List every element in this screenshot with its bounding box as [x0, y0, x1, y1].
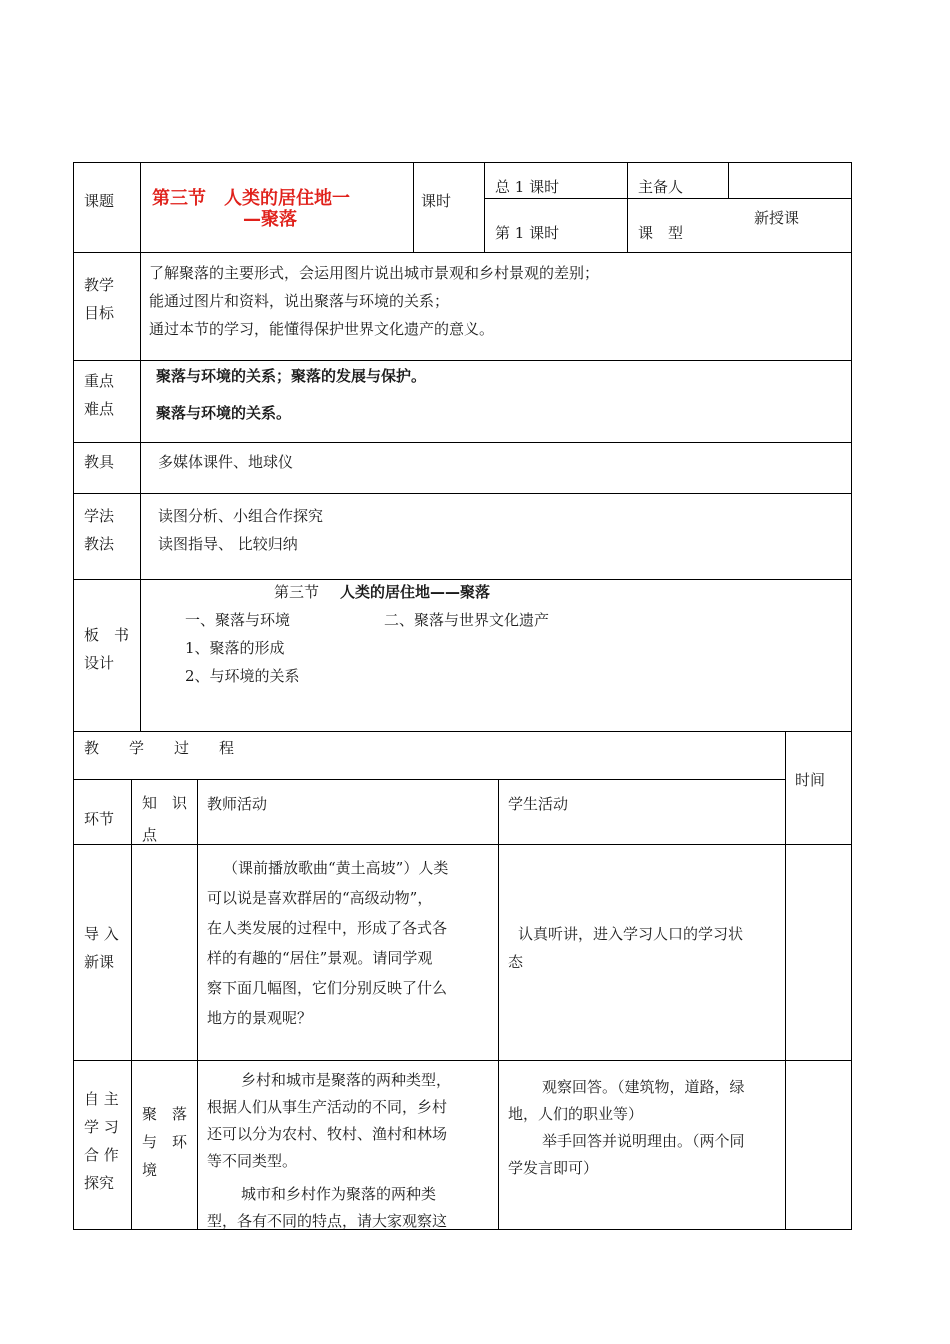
student-activity-line: 态 — [508, 953, 524, 971]
grid-line — [413, 162, 414, 252]
key-point-text: 聚落与环境的关系；聚落的发展与保护。 — [156, 367, 427, 385]
period-label: 课时 — [421, 192, 452, 210]
board-label: 设计 — [84, 654, 115, 672]
section-column-header: 环节 — [84, 810, 115, 828]
board-item: 一、聚落与环境 — [185, 611, 291, 629]
knowledge-point: 境 — [142, 1161, 158, 1179]
text-line: 地，人们的职业等） — [508, 1105, 644, 1123]
text-line: 样的有趣的“居住”景观。请同学观 — [207, 949, 433, 967]
grid-line — [785, 731, 786, 1230]
text-line: 学发言即可） — [508, 1159, 599, 1177]
section-label: 探究 — [84, 1174, 115, 1192]
text-line: 根据人们从事生产活动的不同，乡村 — [207, 1098, 448, 1116]
teacher-activity — [207, 854, 491, 1032]
grid-line — [73, 493, 852, 494]
teaching-method: 读图指导、 比较归纳 — [158, 535, 298, 553]
grid-line — [73, 252, 852, 253]
current-period: 第 1 课时 — [495, 224, 560, 242]
keypoints-label: 重点 — [84, 372, 115, 390]
grid-line — [484, 198, 852, 199]
board-item: 二、聚落与世界文化遗产 — [384, 611, 550, 629]
lesson-type-value: 新授课 — [754, 209, 800, 227]
section-label: 导 入 — [84, 925, 119, 943]
text-line: 可以说是喜欢群居的“高级动物”， — [207, 889, 433, 907]
objectives-label: 教学 — [84, 276, 115, 294]
text-line: 地方的景观呢？ — [207, 1009, 313, 1027]
board-label: 板 书 — [84, 626, 130, 644]
board-subitem: 2、与环境的关系 — [185, 667, 300, 685]
time-column-header: 时间 — [795, 771, 826, 789]
methods-label: 教法 — [84, 535, 115, 553]
grid-line — [73, 162, 74, 1230]
student-column-header: 学生活动 — [508, 795, 569, 813]
objective-line: 能通过图片和资料，说出聚落与环境的关系； — [149, 292, 450, 310]
text-line: 察下面几幅图，它们分别反映了什么 — [207, 979, 448, 997]
teacher-activity — [207, 1067, 491, 1235]
grid-line — [73, 579, 852, 580]
board-subitem: 1、聚落的形成 — [185, 639, 285, 657]
student-activity — [508, 1074, 780, 1182]
knowledge-point: 与 环 — [142, 1133, 188, 1151]
text-line: 乡村和城市是聚落的两种类型， — [241, 1071, 452, 1089]
section-label: 自 主 — [84, 1090, 119, 1108]
teacher-column-header: 教师活动 — [207, 795, 268, 813]
text-line: 等不同类型。 — [207, 1152, 298, 1170]
grid-line — [728, 162, 729, 198]
board-title-section: 第三节 — [274, 583, 320, 601]
grid-line — [498, 779, 499, 1230]
difficult-point-text: 聚落与环境的关系。 — [156, 404, 292, 422]
grid-line — [73, 1060, 852, 1061]
text-line: （课前播放歌曲“黄土高坡”）人类 — [223, 859, 449, 877]
grid-line — [484, 162, 485, 252]
text-line: 城市和乡村作为聚落的两种类 — [241, 1185, 437, 1203]
grid-line — [73, 442, 852, 443]
text-line: 还可以分为农村、牧村、渔村和林场 — [207, 1125, 448, 1143]
grid-line — [73, 779, 785, 780]
knowledge-point: 聚 落 — [142, 1105, 188, 1123]
section-label: 新课 — [84, 953, 115, 971]
section-label: 学 习 — [84, 1118, 119, 1136]
tools-label: 教具 — [84, 453, 115, 471]
objective-line: 了解聚落的主要形式，会运用图片说出城市景观和乡村景观的差别； — [149, 264, 600, 282]
text-line: 举手回答并说明理由。（两个同 — [542, 1132, 745, 1150]
grid-line — [851, 162, 852, 1230]
process-heading: 教 学 过 程 — [84, 739, 235, 757]
lesson-title-line2: —聚落 — [243, 209, 297, 230]
preparer-label: 主备人 — [638, 178, 684, 196]
keypoints-label: 难点 — [84, 400, 115, 418]
objective-line: 通过本节的学习，能懂得保护世界文化遗产的意义。 — [149, 320, 495, 338]
grid-line — [627, 162, 628, 252]
grid-line — [73, 360, 852, 361]
grid-line — [140, 162, 141, 731]
lesson-title-line1: 第三节 人类的居住地一 — [152, 188, 350, 209]
knowledge-column-header: 知 识 — [142, 794, 188, 812]
knowledge-column-header: 点 — [142, 826, 158, 844]
grid-line — [131, 779, 132, 1230]
lesson-type-label: 课 型 — [638, 224, 684, 242]
text-line: 观察回答。（建筑物，道路，绿 — [542, 1078, 745, 1096]
learning-method: 读图分析、小组合作探究 — [158, 507, 324, 525]
methods-label: 学法 — [84, 507, 115, 525]
board-title: 人类的居住地——聚落 — [340, 583, 491, 601]
grid-line — [73, 844, 852, 845]
objectives-label: 目标 — [84, 304, 115, 322]
tools-value: 多媒体课件、地球仪 — [158, 453, 294, 471]
section-label: 合 作 — [84, 1146, 119, 1164]
grid-line — [73, 731, 852, 732]
text-line: 型，各有不同的特点，请大家观察这 — [207, 1212, 448, 1230]
student-activity-line: 认真听讲，进入学习人口的学习状 — [518, 925, 744, 943]
total-period: 总 1 课时 — [495, 178, 560, 196]
text-line: 在人类发展的过程中，形成了各式各 — [207, 919, 448, 937]
topic-label: 课题 — [84, 192, 115, 210]
grid-line — [73, 162, 852, 163]
grid-line — [197, 779, 198, 1230]
